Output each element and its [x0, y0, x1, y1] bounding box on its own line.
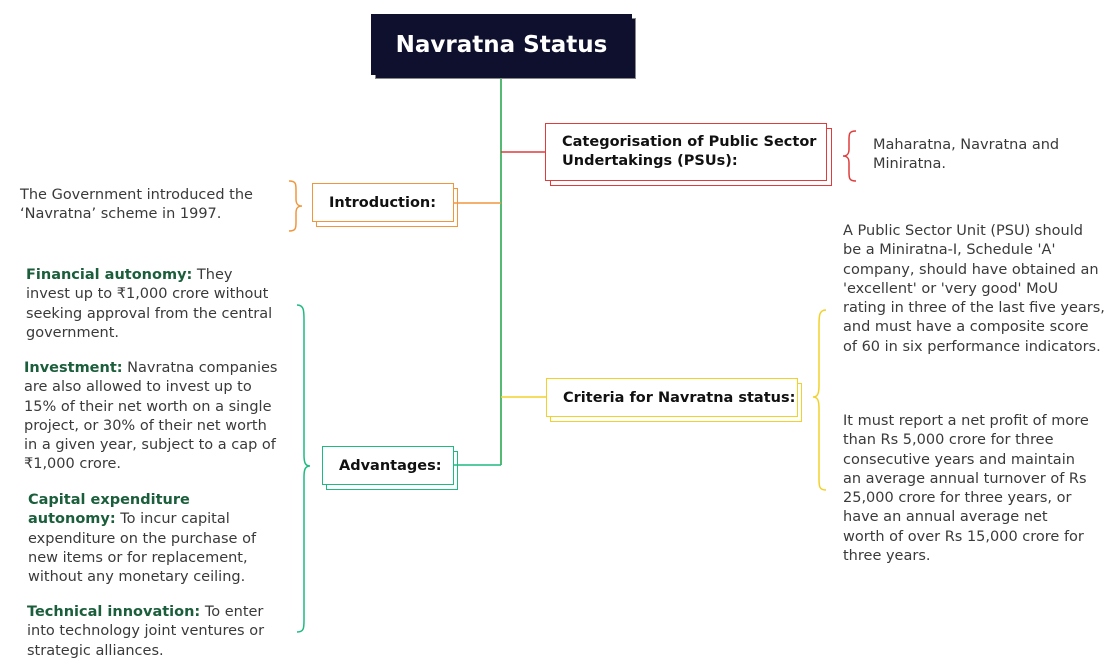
- advantage-heading-2: Investment:: [24, 360, 123, 376]
- advantage-item-4: [27, 603, 282, 661]
- brace-criteria: [813, 310, 826, 490]
- categorisation-box: [545, 123, 827, 181]
- criteria-detail-2: It must report a net profit of more than Rs 5,000 crore for three consecutive years and maintain an average annual turnover of Rs 25,000 crore for three years, or have an annual average net worth of over Rs 15,000 crore for three years.: [843, 413, 1089, 565]
- advantage-text-2: Navratna companies are also allowed to invest up to 15% of their net worth on a single project, or 30% of their net worth in a given year, subject to a cap of ₹1,000 crore.: [24, 360, 278, 473]
- advantage-item-3: [28, 491, 280, 587]
- categorisation-label: Categorisation of Public Sector Undertakings (PSUs):: [562, 134, 817, 169]
- advantage-text-1: They invest up to ₹1,000 crore without seeking approval from the central government.: [26, 267, 273, 341]
- categorisation-detail: Maharatna, Navratna and Miniratna.: [873, 137, 1060, 173]
- advantage-heading-1: Financial autonomy:: [26, 267, 193, 283]
- criteria-box: [546, 378, 798, 417]
- advantages-box: [322, 446, 454, 485]
- criteria-detail-1: A Public Sector Unit (PSU) should be a Miniratna-I, Schedule 'A' company, should have obtained an 'excellent' or 'very good' MoU rating in three of the last five years, and must have a composite score of 60 in six performance indicators.: [843, 223, 1105, 355]
- title-box: [371, 14, 632, 75]
- advantage-heading-3: Capital expenditure autonomy:: [28, 492, 190, 528]
- advantage-item-2: [24, 359, 280, 475]
- advantage-heading-4: Technical innovation:: [27, 604, 201, 620]
- brace-introduction: [289, 181, 302, 231]
- brace-advantages: [297, 305, 310, 632]
- criteria-label: Criteria for Navratna status:: [563, 389, 796, 406]
- advantage-text-3: To incur capital expenditure on the purchase of new items or for replacement, without any monetary ceiling.: [28, 511, 257, 586]
- advantages-label: Advantages:: [339, 457, 442, 474]
- advantage-text-4: To enter into technology joint ventures or strategic alliances.: [27, 604, 265, 659]
- introduction-detail: The Government introduced the ‘Navratna’ scheme in 1997.: [20, 187, 253, 223]
- introduction-box: [312, 183, 454, 222]
- brace-categorisation: [843, 131, 856, 181]
- advantage-item-1: [26, 266, 278, 343]
- page-title: Navratna Status: [395, 31, 608, 58]
- introduction-label: Introduction:: [329, 194, 437, 211]
